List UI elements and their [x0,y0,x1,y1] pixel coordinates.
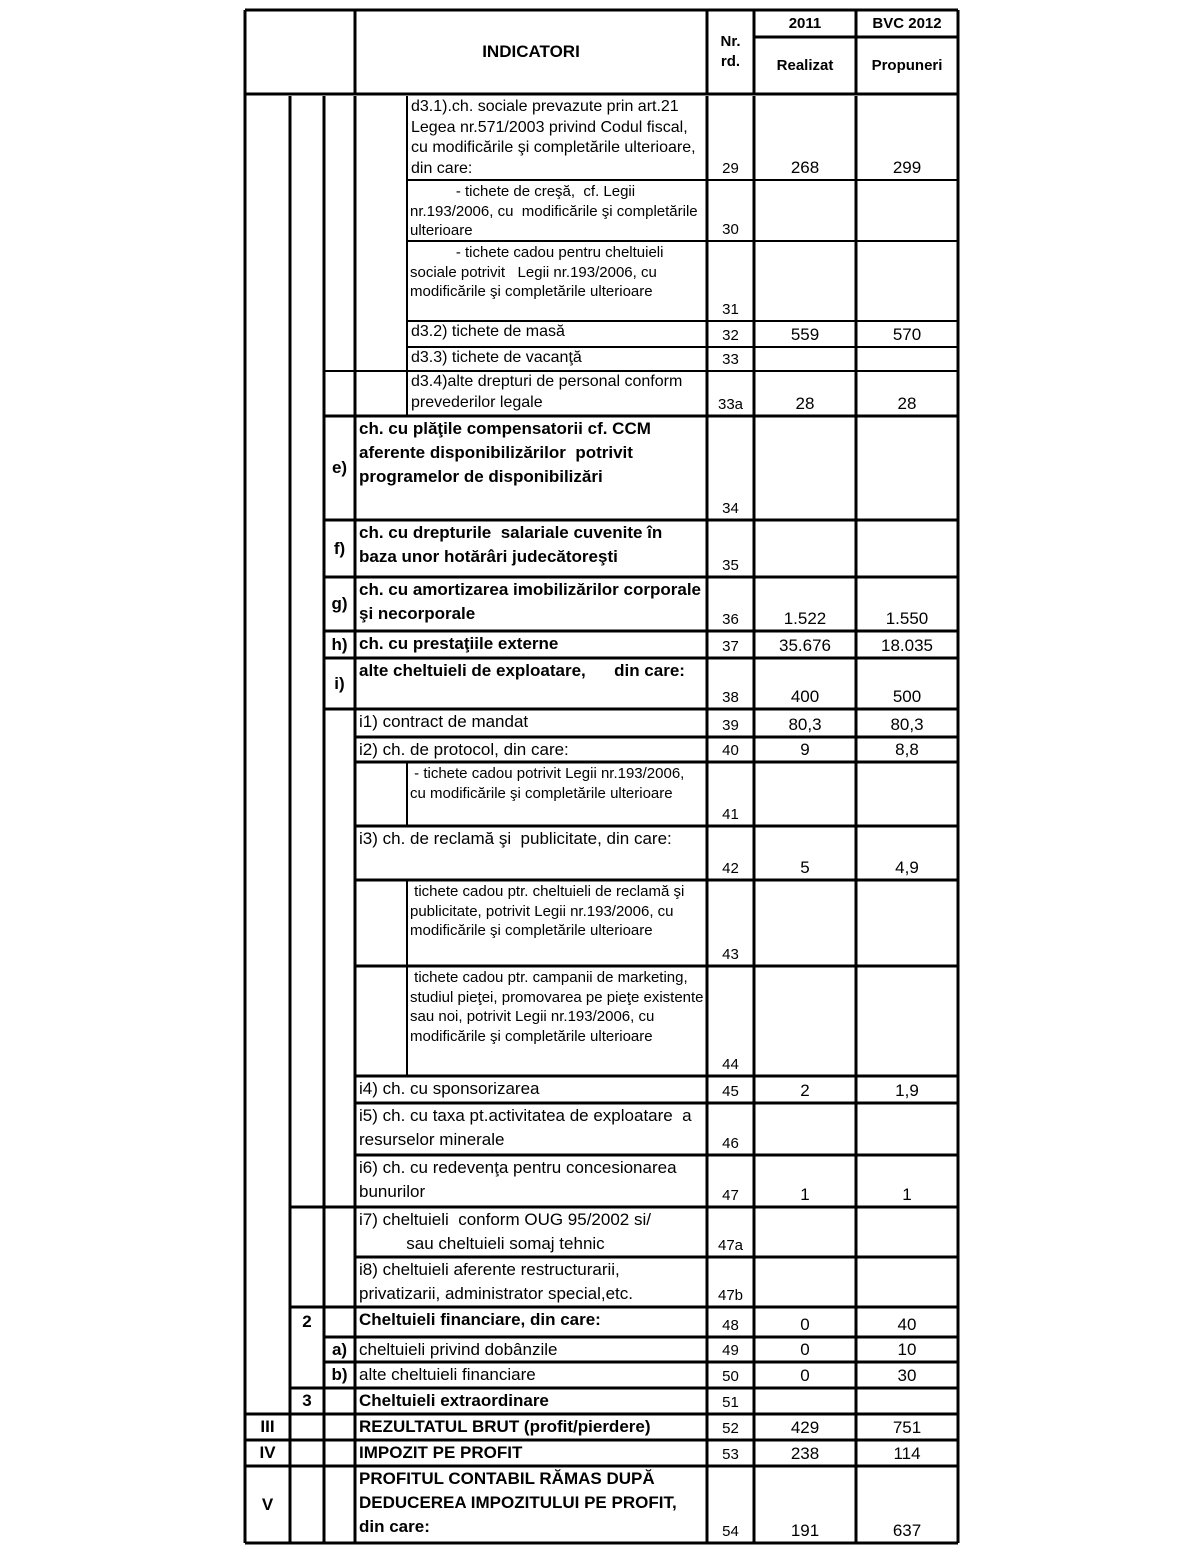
header-indicatori: INDICATORI [482,42,580,61]
row-description: d3.1).ch. sociale prevazute prin art.21 Legea nr.571/2003 privind Codul fiscal, cu modificările şi completările ulterioare, din care: [411,98,701,177]
letter-index: i) [334,673,345,693]
value-propuneri-2012 [856,347,958,371]
row-description: d3.4)alte drepturi de personal conform prevederilor legale [411,373,687,411]
letter-index: e) [331,458,348,477]
value-realizat-2011: 80,3 [788,715,822,734]
value-realizat-2011: 268 [790,158,820,177]
value-realizat-2011: 0 [800,1315,810,1334]
row-number: 38 [722,689,739,706]
value-realizat-2011: 5 [800,858,810,877]
value-realizat-2011 [754,1207,856,1257]
value-propuneri-2012 [856,880,958,966]
row-number: 40 [722,742,739,759]
value-propuneri-2012 [856,180,958,241]
row-number: 43 [722,946,739,963]
section-index: 3 [302,1391,312,1410]
value-realizat-2011: 28 [795,394,815,413]
row-description: ch. cu plăţile compensatorii cf. CCM aferente disponibilizărilor potrivit programelor de disponibilizări [359,419,656,486]
row-number: 47 [722,1187,739,1204]
value-realizat-2011: 191 [790,1521,820,1540]
row-description: i8) cheltuieli aferente restructurarii, privatizarii, administrator special,etc. [359,1260,633,1303]
value-realizat-2011: 1.522 [783,609,827,628]
value-propuneri-2012: 28 [897,394,917,413]
row-description: - tichete cadou potrivit Legii nr.193/2006, cu modificările şi completările ulterioare [410,765,689,802]
value-realizat-2011: 0 [800,1366,810,1385]
value-realizat-2011: 238 [790,1444,820,1463]
value-propuneri-2012 [856,520,958,577]
row-number: 44 [722,1056,739,1073]
value-propuneri-2012: 751 [892,1418,922,1437]
value-propuneri-2012: 40 [897,1315,917,1334]
value-realizat-2011 [754,416,856,520]
value-propuneri-2012: 637 [892,1521,922,1540]
value-propuneri-2012: 80,3 [890,715,924,734]
letter-index: f) [333,538,346,558]
value-propuneri-2012 [856,966,958,1076]
row-number: 36 [722,611,739,628]
value-propuneri-2012: 30 [897,1366,917,1385]
header-bvc-2012: BVC 2012 [872,15,942,32]
value-realizat-2011 [754,880,856,966]
row-description: i3) ch. de reclamă şi publicitate, din care: [359,829,672,848]
value-realizat-2011: 35.676 [779,636,831,655]
value-realizat-2011 [754,180,856,241]
value-propuneri-2012 [856,1103,958,1155]
value-propuneri-2012: 299 [892,158,922,177]
row-description: alte cheltuieli de exploatare, din care: [359,661,685,680]
row-number: 54 [722,1523,739,1540]
value-propuneri-2012 [856,241,958,321]
row-number: 49 [722,1342,739,1359]
header-propuneri: Propuneri [871,57,943,74]
letter-index: a) [331,1339,348,1359]
row-number: 51 [722,1394,739,1411]
row-description: Cheltuieli extraordinare [359,1391,549,1410]
value-realizat-2011 [754,1103,856,1155]
row-number: 29 [722,160,739,177]
row-number: 31 [722,301,739,318]
roman-index: IV [259,1443,276,1462]
row-description: alte cheltuieli financiare [359,1365,536,1384]
value-realizat-2011 [754,1257,856,1307]
row-description: i5) ch. cu taxa pt.activitatea de exploatare a resurselor minerale [359,1106,697,1149]
row-description: d3.2) tichete de masă [411,323,565,340]
row-number: 52 [722,1420,739,1437]
header-nr-rd: Nr. rd. [720,33,741,70]
row-description: ch. cu drepturile salariale cuvenite în baza unor hotărâri judecătoreşti [359,523,668,566]
row-number: 47a [717,1237,744,1254]
row-description: ch. cu prestaţiile externe [359,634,559,653]
value-propuneri-2012: 18.035 [881,636,933,655]
row-description: tichete cadou ptr. campanii de marketing, studiul pieţei, promovarea pe pieţe existente sau noi, potrivit Legii nr.193/2006, cu modificările şi completările ulterioare [410,969,708,1045]
row-number: 35 [722,557,739,574]
value-realizat-2011: 429 [790,1418,820,1437]
value-propuneri-2012: 114 [893,1444,921,1463]
letter-index: h) [331,634,348,654]
row-description: Cheltuieli financiare, din care: [359,1310,601,1329]
letter-index: g) [331,594,348,613]
value-propuneri-2012: 4,9 [895,858,919,877]
row-description: ch. cu amortizarea imobilizărilor corporale şi necorporale [359,580,706,623]
value-propuneri-2012 [856,1207,958,1257]
row-number: 46 [722,1135,739,1152]
value-realizat-2011 [754,520,856,577]
row-number: 48 [722,1317,739,1334]
value-propuneri-2012: 8,8 [895,740,919,759]
row-description: d3.3) tichete de vacanţă [411,349,582,366]
value-realizat-2011 [754,966,856,1076]
row-description: - tichete de creşă, cf. Legii nr.193/2006, cu modificările şi completările ulterioare [410,183,711,239]
row-number: 30 [722,221,739,238]
row-number: 33 [722,351,739,368]
row-description: i1) contract de mandat [359,712,529,731]
header-realizat: Realizat [776,57,834,74]
row-description: i6) ch. cu redevenţa pentru concesionarea bunurilor [359,1158,686,1201]
value-propuneri-2012 [856,1257,958,1307]
row-number: 39 [722,717,739,734]
value-realizat-2011: 1 [800,1185,810,1204]
row-number: 53 [722,1446,739,1463]
value-realizat-2011 [754,241,856,321]
row-description: PROFITUL CONTABIL RĂMAS DUPĂ DEDUCEREA IMPOZITULUI PE PROFIT, din care: [359,1469,682,1536]
row-description: - tichete cadou pentru cheltuieli sociale potrivit Legii nr.193/2006, cu modificările şi completările ulterioare [410,244,668,300]
value-propuneri-2012: 500 [892,687,922,706]
section-index: 2 [302,1312,312,1331]
row-description: IMPOZIT PE PROFIT [359,1443,523,1462]
value-realizat-2011 [754,1388,856,1414]
row-description: cheltuieli privind dobânzile [359,1340,558,1359]
header-year-2011: 2011 [788,15,822,32]
row-number: 34 [722,500,739,517]
value-propuneri-2012 [856,416,958,520]
value-realizat-2011: 559 [790,325,820,344]
value-realizat-2011: 0 [800,1340,810,1359]
value-propuneri-2012: 1.550 [885,609,929,628]
row-description: i4) ch. cu sponsorizarea [359,1079,540,1098]
value-propuneri-2012: 10 [897,1340,917,1359]
value-realizat-2011 [754,762,856,826]
value-propuneri-2012 [856,762,958,826]
value-realizat-2011: 9 [800,740,810,759]
value-realizat-2011: 400 [790,687,820,706]
row-number: 47b [717,1287,744,1304]
row-number: 50 [722,1368,739,1385]
row-description: i2) ch. de protocol, din care: [359,740,569,759]
row-number: 45 [722,1083,739,1100]
value-propuneri-2012 [856,1388,958,1414]
letter-index: b) [331,1365,348,1384]
value-propuneri-2012: 570 [892,325,922,344]
row-number: 41 [722,806,739,823]
value-propuneri-2012: 1 [902,1185,912,1204]
roman-index: V [261,1494,274,1514]
row-description: REZULTATUL BRUT (profit/pierdere) [359,1417,651,1436]
row-number: 37 [722,638,739,655]
value-realizat-2011: 2 [800,1081,810,1100]
row-number: 42 [722,860,739,877]
value-realizat-2011 [754,347,856,371]
row-number: 33a [717,396,744,413]
row-description: i7) cheltuieli conform OUG 95/2002 si/ sau cheltuieli somaj tehnic [359,1210,651,1253]
roman-index: III [260,1417,275,1436]
row-number: 32 [722,327,739,344]
value-propuneri-2012: 1,9 [895,1081,919,1100]
row-description: tichete cadou ptr. cheltuieli de reclamă şi publicitate, potrivit Legii nr.193/2006, cu modificările şi completările ulterioare [410,883,689,939]
